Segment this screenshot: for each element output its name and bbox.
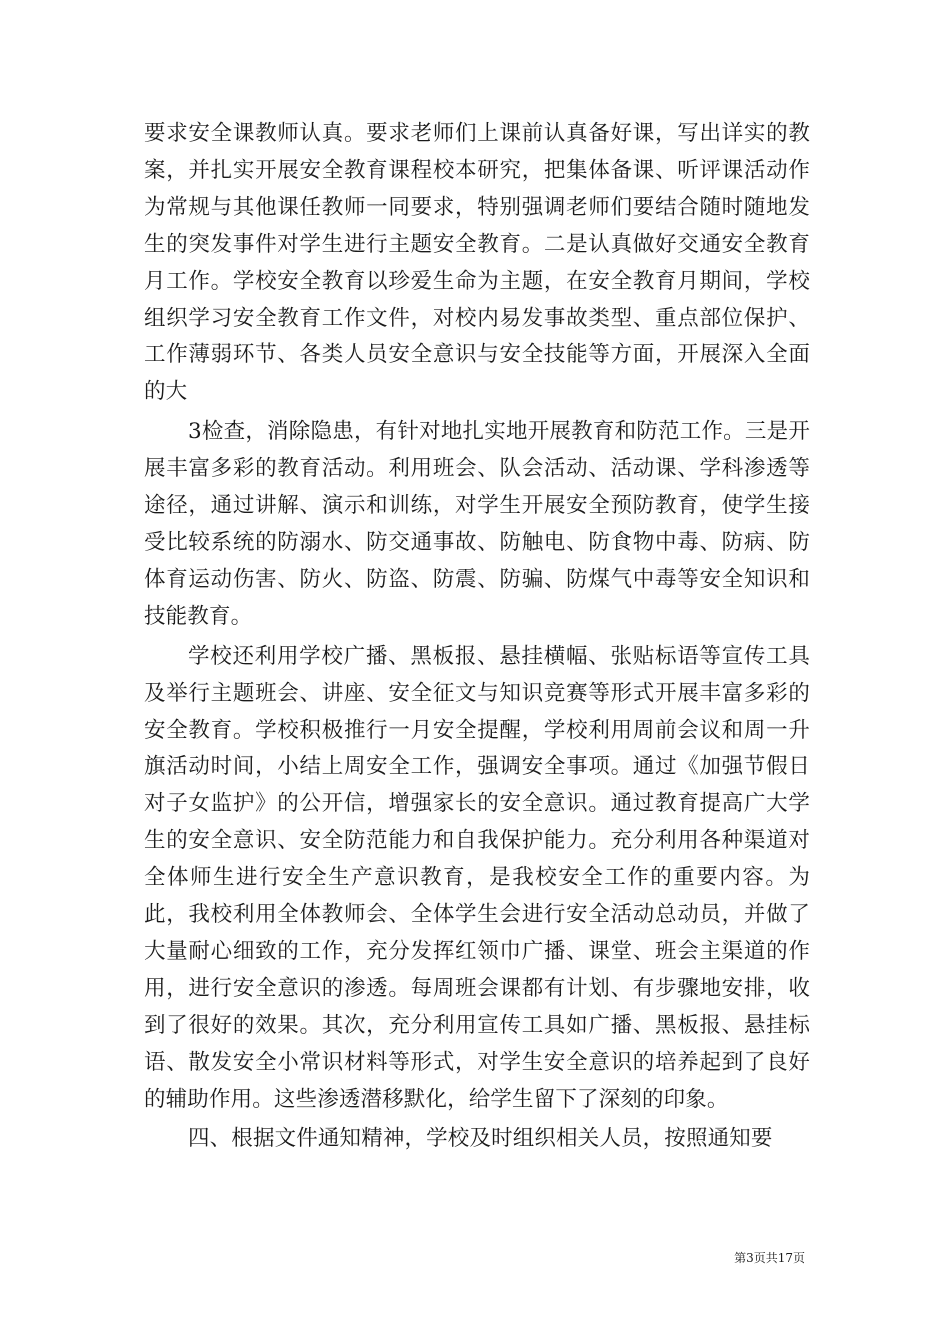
paragraph-4: 四、根据文件通知精神，学校及时组织相关人员，按照通知要 xyxy=(188,1126,773,1152)
page-number: 第3页共17页 xyxy=(734,1251,805,1265)
paragraph-3: 学校还利用学校广播、黑板报、悬挂横幅、张贴标语等宣传工具及举行主题班会、讲座、安全征文与知识竞赛等形式开展丰富多彩的安全教育。学校积极推行一月安全提醒，学校利用周前会议和周一升旗活动时间，小结上周安全工作，强调安全事项。通过《加强节假日对子女监护》的公开信，增强家长的安全意识。通过教育提高广大学生的安全意识、安全防范能力和自我保护能力。充分利用各种渠道对全体师生进行安全生产意识教育，是我校安全工作的重要内容。为此，我校利用全体教师会、全体学生会进行安全活动总动员，并做了大量耐心细致的工作，充分发挥红领巾广播、课堂、班会主渠道的作用，进行安全意识的渗透。每周班会课都有计划、有步骤地安排，收到了很好的效果。其次，充分利用宣传工具如广播、黑板报、悬挂标语、散发安全小常识材料等形式，对学生安全意识的培养起到了良好的辅助作用。这些渗透潜移默化，给学生留下了深刻的印象。 xyxy=(144,643,810,1112)
paragraph-1: 要求安全课教师认真。要求老师们上课前认真备好课，写出详实的教案，并扎实开展安全教育课程校本研究，把集体备课、听评课活动作为常规与其他课任教师一同要求，特别强调老师们要结合随时随地发生的突发事件对学生进行主题安全教育。二是认真做好交通安全教育月工作。学校安全教育以珍爱生命为主题，在安全教育月期间，学校组织学习安全教育工作文件，对校内易发事故类型、重点部位保护、工作薄弱环节、各类人员安全意识与安全技能等方面，开展深入全面的大 xyxy=(144,121,810,405)
document-body xyxy=(144,116,810,1158)
paragraph-2: 3检查，消除隐患，有针对地扎实地开展教育和防范工作。三是开展丰富多彩的教育活动。利用班会、队会活动、活动课、学科渗透等途径，通过讲解、演示和训练，对学生开展安全预防教育，使学生接受比较系统的防溺水、防交通事故、防触电、防食物中毒、防病、防体育运动伤害、防火、防盗、防震、防骗、防煤气中毒等安全知识和技能教育。 xyxy=(144,419,810,629)
